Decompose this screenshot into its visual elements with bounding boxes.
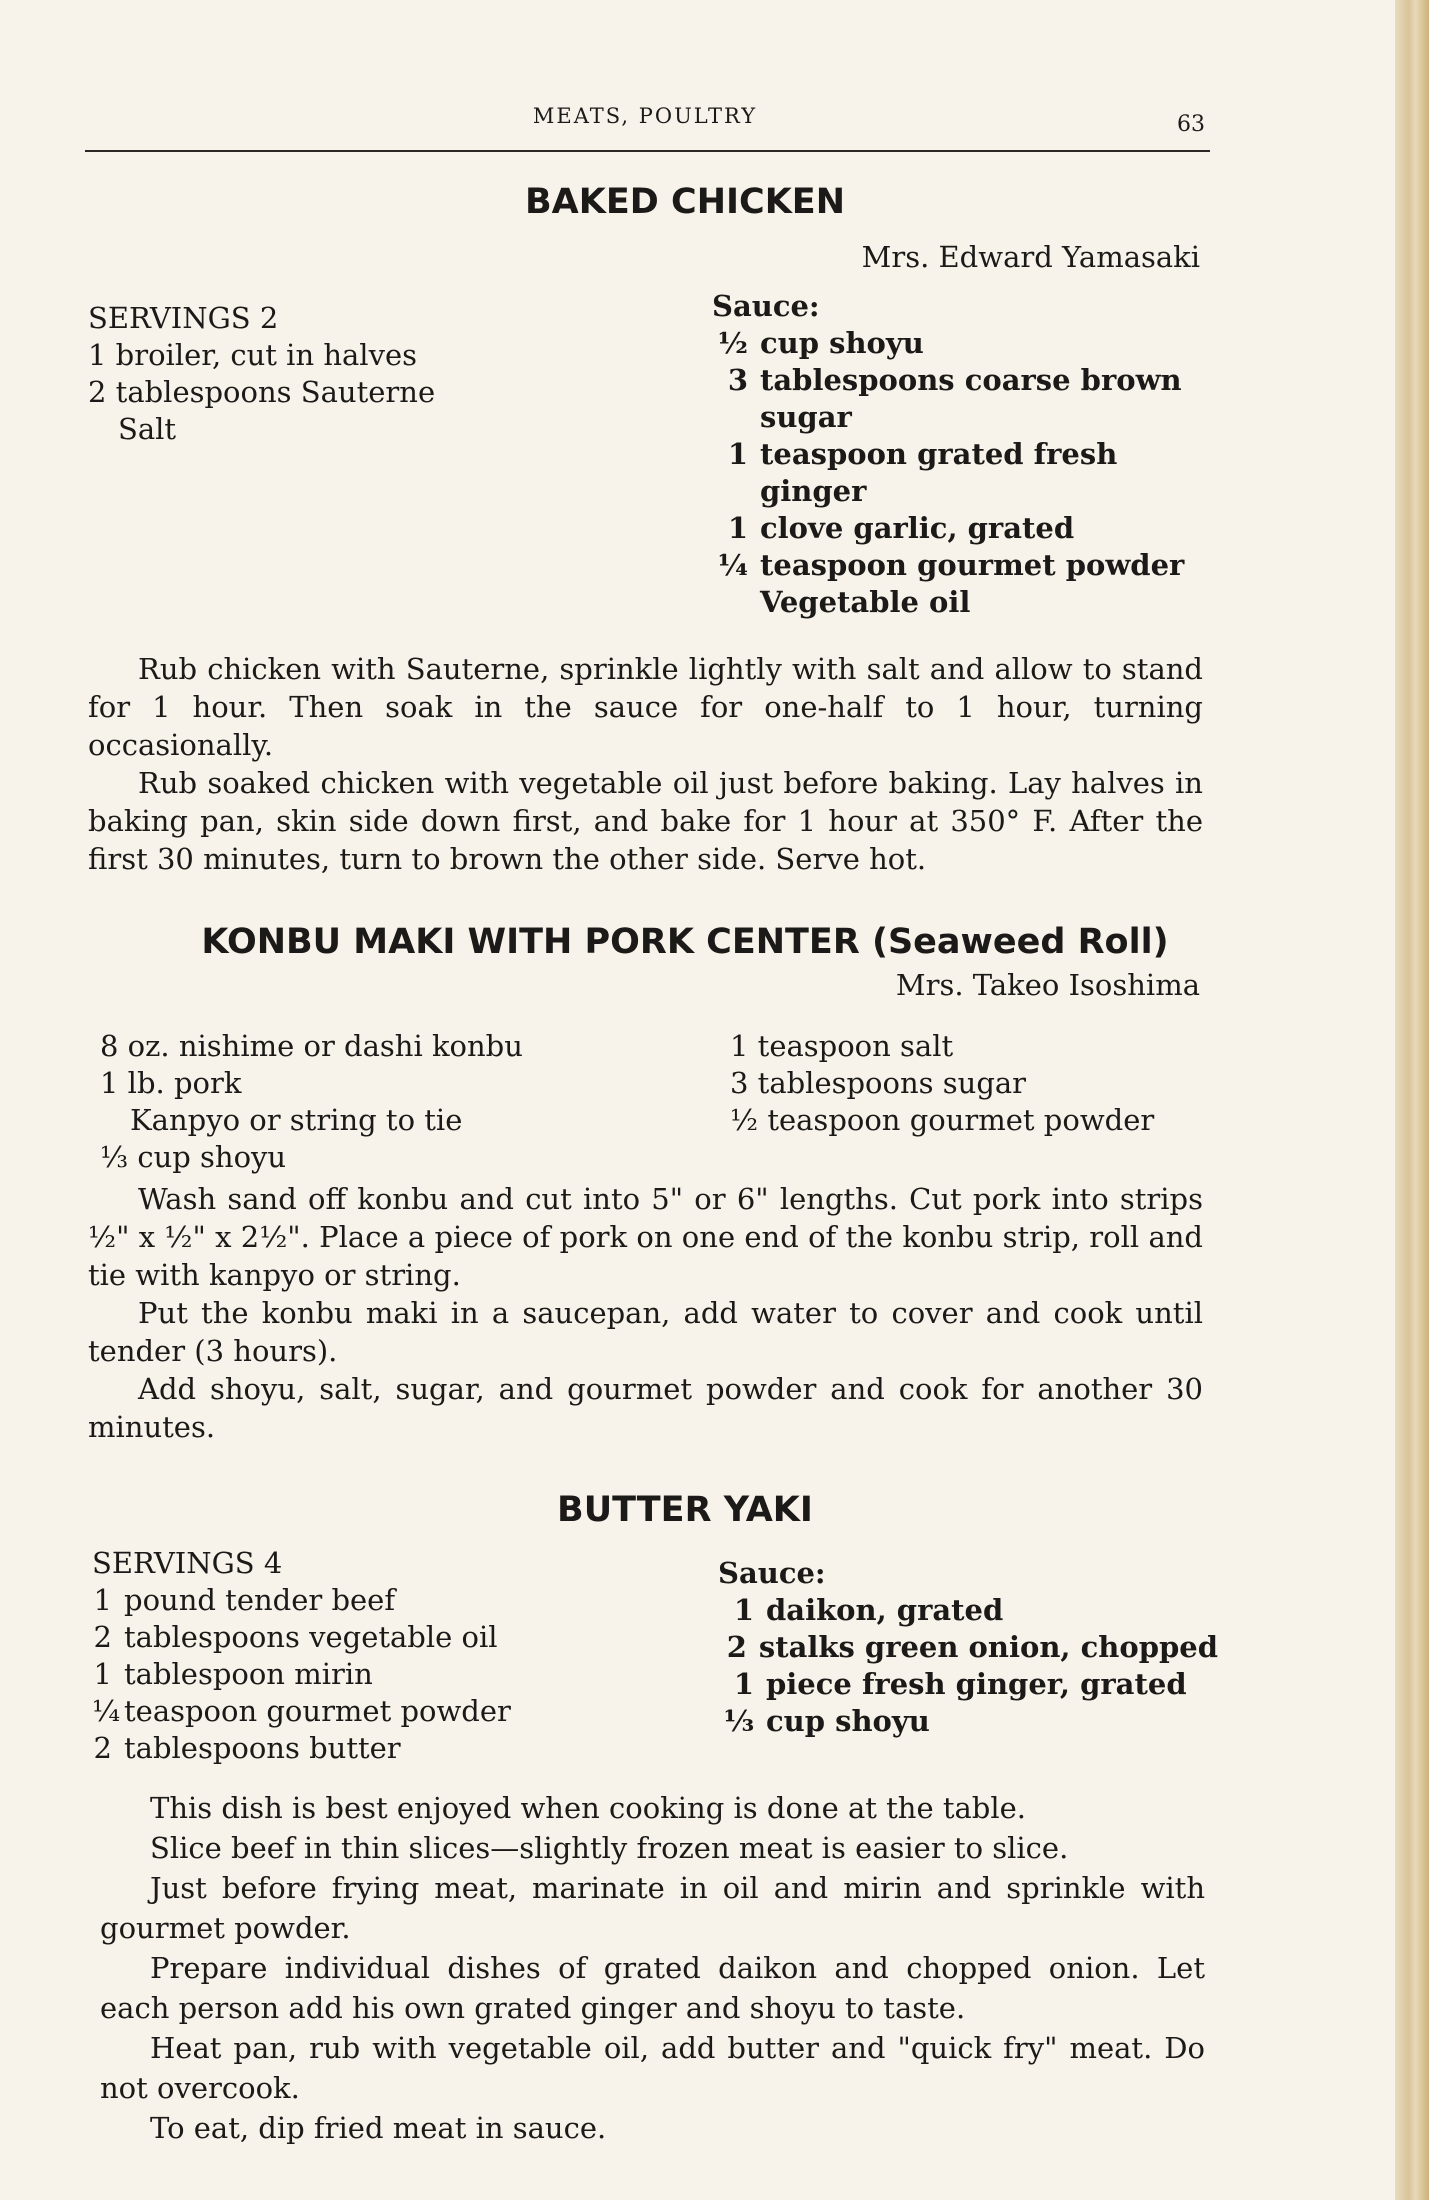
directions-butter-yaki bbox=[100, 1788, 1205, 2148]
ingredient-line: ½ teaspoon gourmet powder bbox=[730, 1103, 1155, 1137]
sauce-line: Vegetable oil bbox=[760, 585, 971, 619]
directions-baked-chicken bbox=[88, 650, 1203, 878]
servings-label: SERVINGS 2 bbox=[88, 301, 279, 335]
ingredient-line: Kanpyo or string to tie bbox=[130, 1103, 463, 1137]
recipe-title-baked-chicken: BAKED CHICKEN bbox=[524, 182, 846, 222]
direction-paragraph: Put the konbu maki in a saucepan, add water to cover and cook until tender (3 hours). bbox=[88, 1296, 1203, 1368]
running-head: MEATS, POULTRY bbox=[532, 104, 758, 128]
ingredients-butter-yaki bbox=[92, 1545, 652, 1767]
page-number: 63 bbox=[1177, 112, 1205, 137]
header-rule bbox=[85, 150, 1210, 152]
direction-paragraph: To eat, dip fried meat in sauce. bbox=[150, 2111, 607, 2145]
direction-paragraph: Wash sand off konbu and cut into 5" or 6" lengths. Cut pork into strips ½" x ½" x 2½". Place a piece of pork on one end of the konbu strip, roll and tie with kanpyo or string. bbox=[88, 1182, 1203, 1292]
direction-paragraph: Rub chicken with Sauterne, sprinkle lightly with salt and allow to stand for 1 hour. Then soak in the sauce for one-half to 1 hour, turning occasionally. bbox=[88, 652, 1203, 762]
ingredient-line: 1 lb. pork bbox=[100, 1066, 242, 1100]
sauce-baked-chicken bbox=[712, 288, 1212, 621]
sauce-butter-yaki bbox=[718, 1555, 1218, 1740]
sauce-line: ½ cup shoyu bbox=[717, 326, 924, 360]
ingredient-line: ⅓ cup shoyu bbox=[100, 1140, 287, 1174]
directions-konbu-maki bbox=[88, 1180, 1203, 1446]
recipe-title-butter-yaki: BUTTER YAKI bbox=[557, 1490, 813, 1530]
recipe-author-konbu-maki: Mrs. Takeo Isoshima bbox=[895, 968, 1200, 1002]
ingredient-line: 1 teaspoon salt bbox=[730, 1029, 954, 1063]
page-header bbox=[85, 100, 1205, 140]
servings-label: SERVINGS 4 bbox=[92, 1546, 283, 1580]
sauce-line: 1 daikon, grated bbox=[733, 1593, 1004, 1627]
recipe-title-konbu-maki: KONBU MAKI WITH PORK CENTER (Seaweed Roll) bbox=[201, 922, 1169, 962]
ingredient-line: 8 oz. nishime or dashi konbu bbox=[100, 1029, 523, 1063]
ingredient-line: 3 tablespoons sugar bbox=[730, 1066, 1027, 1100]
sauce-line: 1 teaspoon grated fresh ginger bbox=[727, 437, 1118, 508]
direction-paragraph: Add shoyu, salt, sugar, and gourmet powder and cook for another 30 minutes. bbox=[88, 1372, 1203, 1444]
ingredient-line: 1 pound tender beef bbox=[93, 1583, 396, 1617]
direction-paragraph: This dish is best enjoyed when cooking is done at the table. bbox=[150, 1791, 1027, 1825]
ingredient-line: 2 tablespoons Sauterne bbox=[88, 375, 436, 409]
sauce-line: 2 stalks green onion, chopped bbox=[726, 1630, 1218, 1664]
sauce-line: 3 tablespoons coarse brown sugar bbox=[727, 363, 1182, 434]
direction-paragraph: Rub soaked chicken with vegetable oil just before baking. Lay halves in baking pan, skin side down first, and bake for 1 hour at 350° F. After the first 30 minutes, turn to brown the other side. Serve hot. bbox=[88, 766, 1203, 876]
ingredient-line: 1 tablespoon mirin bbox=[93, 1657, 373, 1691]
ingredient-line: 2 tablespoons vegetable oil bbox=[93, 1620, 498, 1654]
recipe-author-baked-chicken: Mrs. Edward Yamasaki bbox=[861, 240, 1200, 274]
ingredients-konbu-maki bbox=[100, 1028, 660, 1176]
direction-paragraph: Heat pan, rub with vegetable oil, add butter and "quick fry" meat. Do not overcook. bbox=[100, 2031, 1205, 2105]
sauce-line: ⅓ cup shoyu bbox=[723, 1704, 930, 1738]
sauce-label: Sauce: bbox=[712, 289, 820, 323]
direction-paragraph: Just before frying meat, marinate in oil and mirin and sprinkle with gourmet powder. bbox=[100, 1871, 1205, 1945]
ingredient-line: 2 tablespoons butter bbox=[93, 1731, 401, 1765]
sauce-line: 1 piece fresh ginger, grated bbox=[733, 1667, 1187, 1701]
ingredients-konbu-maki-right bbox=[730, 1028, 1210, 1139]
ingredient-line: 1 broiler, cut in halves bbox=[88, 338, 418, 372]
sauce-line: ¼ teaspoon gourmet powder bbox=[717, 548, 1185, 582]
page-edge bbox=[1395, 0, 1429, 2200]
direction-paragraph: Slice beef in thin slices—slightly frozen meat is easier to slice. bbox=[150, 1831, 1069, 1865]
ingredient-line: ¼ teaspoon gourmet powder bbox=[92, 1694, 511, 1728]
ingredient-line: Salt bbox=[118, 412, 177, 446]
ingredients-baked-chicken bbox=[88, 300, 548, 448]
sauce-label: Sauce: bbox=[718, 1556, 826, 1590]
sauce-line: 1 clove garlic, grated bbox=[727, 511, 1075, 545]
direction-paragraph: Prepare individual dishes of grated daikon and chopped onion. Let each person add his own grated ginger and shoyu to taste. bbox=[100, 1951, 1205, 2025]
